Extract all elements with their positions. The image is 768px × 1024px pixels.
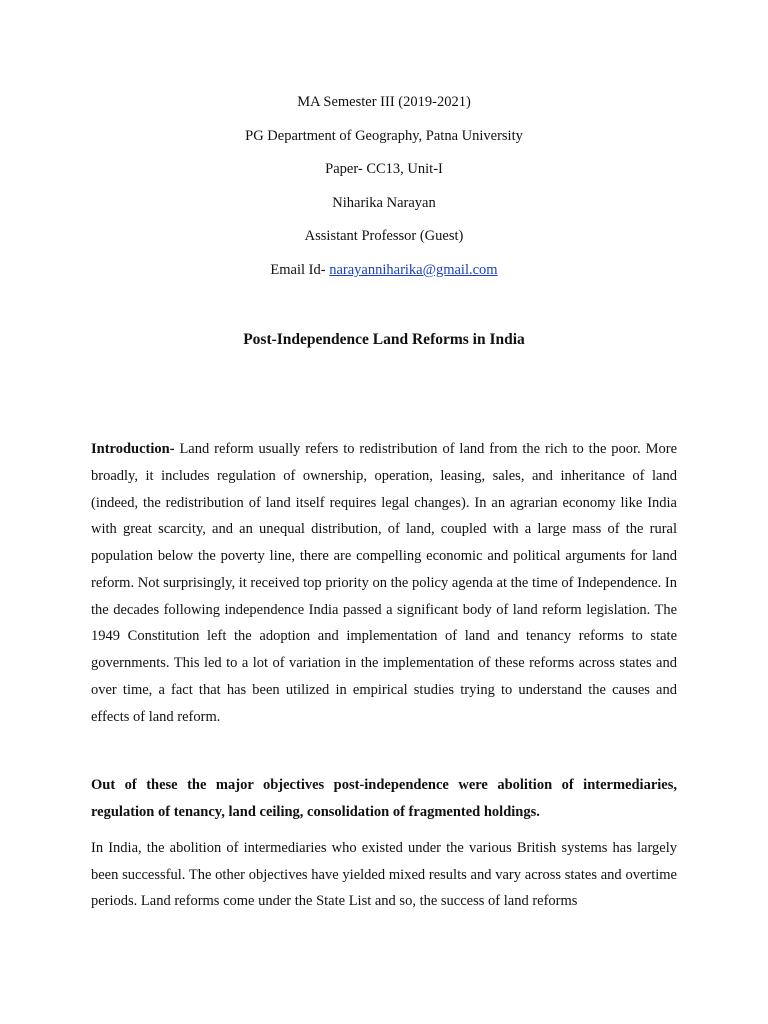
email-label: Email Id- [270,261,326,278]
author-line: Niharika Narayan [332,194,436,211]
introduction-paragraph [91,436,677,730]
document-title: Post-Independence Land Reforms in India [243,331,525,348]
introduction-label: Introduction- [91,441,175,457]
email-link[interactable]: narayanniharika@gmail.com [329,261,498,278]
department-line: PG Department of Geography, Patna University [245,127,523,144]
objectives-heading: Out of these the major objectives post-independence were abolition of intermediaries, regulation of tenancy, land ceiling, consolidation of fragmented holdings. [91,777,677,820]
course-line: MA Semester III (2019-2021) [297,94,471,110]
document-header [0,91,768,293]
designation-line: Assistant Professor (Guest) [304,228,464,245]
body-paragraph: In India, the abolition of intermediaries who existed under the various British systems has largely been successful. The other objectives have yielded mixed results and vary across states and overtime periods. Land reforms come under the State List and so, the success of land reforms [91,840,677,909]
introduction-text: Land reform usually refers to redistribution of land from the rich to the poor. More broadly, it includes regulation of ownership, operation, leasing, sales, and inheritance of land (indeed, the redistribution of land itself requires legal changes). In an agrarian economy like India with great scarcity, and an unequal distribution, of land, coupled with a large mass of the rural population below the poverty line, there are compelling economic and political arguments for land reform. Not surprisingly, it received top priority on the policy agenda at the time of Independence. In the decades following independence India passed a significant body of land reform legislation. The 1949 Constitution left the adoption and implementation of land and tenancy reforms to state governments. This led to a lot of variation in the implementation of these reforms across states and over time, a fact that has been utilized in empirical studies trying to understand the causes and effects of land reform. [91,441,678,725]
email-line [0,259,768,281]
paper-line: Paper- CC13, Unit-I [325,161,443,178]
